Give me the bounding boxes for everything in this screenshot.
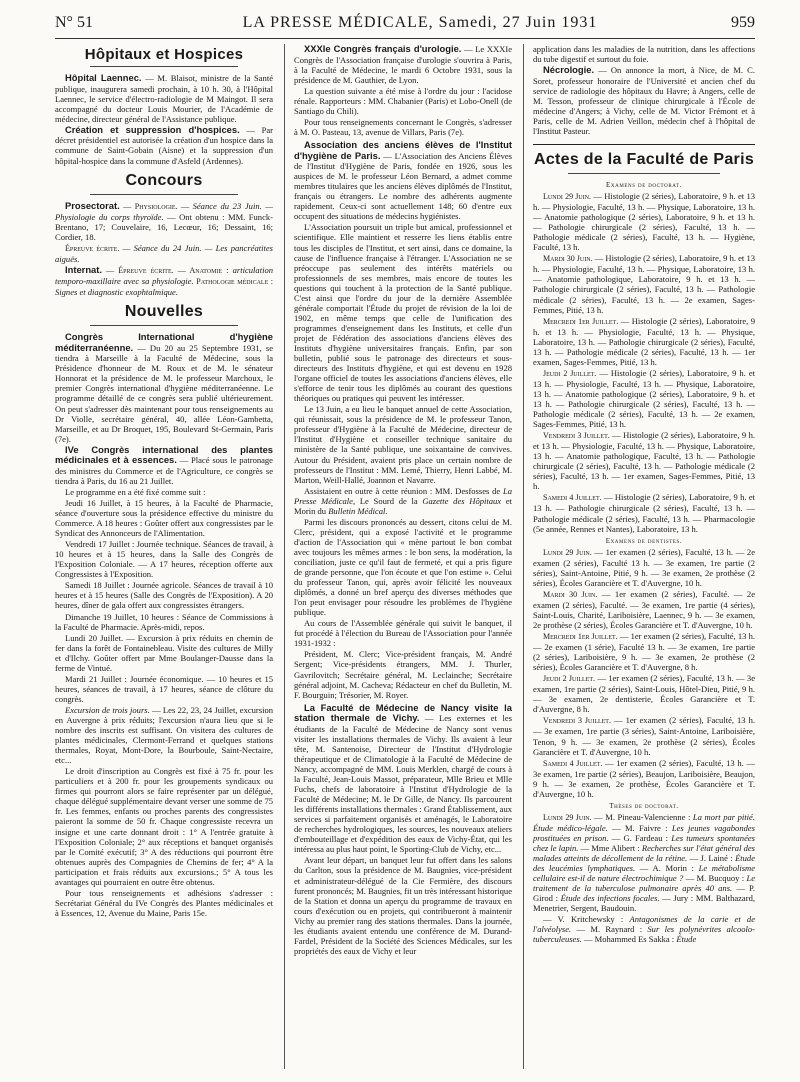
article-internat: Internat. — Épreuve écrite. — Anatomie : articulation temporo-maxillaire avec sa physiologie. Pathologie médicale : Signes et diagnostic exophtalmique. — [55, 263, 273, 297]
column-3 — [533, 44, 755, 1074]
section-rule — [533, 144, 755, 145]
article-urologie: XXXIe Congrès français d'urologie. — Le XXXIe Congrès de l'Association française d'urologie s'ouvrira à Paris, à la Faculté de Médecine, le mardi 6 Octobre 1931, sous la présidence de M. Gauthier, de Lyon. — [294, 44, 512, 85]
article-laennec: Hôpital Laennec. — M. Blaisot, ministre de la Santé publique, inaugurera samedi prochain, à 10 h. 30, à l'Hôpital Laennec, le service d'électro-radiologie de M Maingot. Il sera accompagné du docteur Louis Mourier, de l'Académie de médecine, directeur général de l'Assistance publique. — [55, 72, 273, 124]
exam-entry: Lundi 29 Juin. — Histologie (2 séries), Laboratoire, 9 h. et 13 h. — Physiologie, Faculté, 13 h. — Physique, Laboratoire, 13 h. — Anatomie pathologique (2 séries), Laboratoire, 9 h. et 13 h. — Pathologie chirurgicale (2 séries), Faculté, 13 h. — Pathologie médicale (2 séries), Faculté, 13 h. — Hygiène, Faculté, 13 h. — [533, 191, 755, 253]
article-prosectorat-ecrite: Épreuve écrite. — Séance du 24 Juin. — Les pancréatites aiguës. — [55, 242, 273, 264]
exam-entry: Mardi 30 Juin. — Histologie (2 séries), Laboratoire, 9 h. et 13 h. — Physiologie, Faculté, 13 h. — Physique, Laboratoire, 13 h. — Anatomie pathologique, Laboratoire, 9 h. et 13 h. — Pathologie chirurgicale (2 séries), Faculté, 13 h. — Pathologie médicale (2 séries), Faculté, 13 h. — 2e examen, Sages-Femmes, Pitié, 13 h. — [533, 253, 755, 315]
subsection-theses: Thèses de doctorat. — [609, 801, 679, 810]
article-association: Association des anciens élèves de l'Institut d'hygiène de Paris. — L'Association des Anciens Élèves de l'Institut d'Hygiène de Paris, fondée en 1926, sous les auspices de M. le professeur Léon Bernard, a admet comme membres titulaires que les anciens élèves diplômés de l'Institut, français ou étrangers. Le nombre des adhérents augmente rapidement. Ceux-ci sont actuellement 148; 60 d'entre eux occupent des situations de médecins hygiénistes. — [294, 138, 512, 222]
paragraph: application dans les maladies de la nutrition, dans les affections du tube digestif et surtout du foie. — [533, 44, 755, 65]
paragraph: Pour tous renseignements et adhésions s'adresser : Secrétariat Général du IVe Congrès des Plantes médicinales et à Essences, 12, Avenue du Maine, Paris 15e. — [55, 887, 273, 918]
page-number: 959 — [731, 14, 755, 31]
column-divider-1 — [284, 44, 285, 1069]
paragraph: Jeudi 16 Juillet, à 15 heures, à la Faculté de Pharmacie, séance d'ouverture sous la présidence effective du ministre du Commerce. A 18 heures : Goûter offert aux congressistes par le Syndicat des Annonceurs de l'Alimentation. — [55, 498, 273, 539]
paragraph: Mardi 21 Juillet : Journée économique. — 10 heures et 15 heures, séances de travail, à 17 heures, séance de clôture du congrès. — [55, 673, 273, 704]
article-creation: Création et suppression d'hospices. — Par décret présidentiel est autorisée la création d'un hospice dans la commune de Saint-Gobain (Aisne) et la suppression d'un hôpital-hospice dans la commune d'Asfeld (Ardennes). — [55, 123, 273, 166]
paragraph: Avant leur départ, un banquet leur fut offert dans les salons du Carlton, sous la présidence de M. Baugnies, vice-président et administrateur-délégué de la Cie Fermière, des discours furent prononcés; M. Baugnies, fit un très intéressant historique de la Station et donna un aperçu du programme de travaux en cours d'exécution ou en projets, qui contribueront à maintenir Vichy au premier rang des stations thermales. Dans la journée, les étudiants avaient entendu une conférence de M. Durand-Fardel, Président de la Société des Sciences Médicales, sur les propriétés des eaux de Vichy et leur — [294, 855, 512, 956]
exam-entry: Jeudi 2 Juillet. — 1er examen (2 séries), Faculté, 13 h. — 3e examen, 1re partie (2 séries), Saint-Louis, Hôtel-Dieu, Pitié, 9 h. — 3e examen, 2e dentisterie, Écoles Garancière et T. d'Auvergne, 8 h. — [533, 673, 755, 715]
paragraph: Pour tous renseignements concernant le Congrès, s'adresser à M. O. Pasteau, 13, avenue de Villars, Paris (7e). — [294, 116, 512, 137]
paragraph: Président, M. Clerc; Vice-président français, M. André Sergent; Vice-présidents étrangers, MM. J. Thurler, Gavrilovitch; Secrétaire général, M. Leclainche; Secrétaire général adjoint, M. Cacheva; Rédacteur en chef du Bulletin, M. F. Bourguin; Trésorier, M. Royer. — [294, 649, 512, 700]
column-2 — [294, 44, 512, 1074]
column-divider-2 — [523, 44, 524, 1069]
subsection-dentistes: Examens de dentistes. — [605, 536, 683, 545]
paragraph: Excursion de trois jours. — Les 22, 23, 24 Juillet, excursion en Auvergne à prix réduits; l'excursion n'aura lieu que si le nombre des inscrits est suffisant. On visitera des cultures de plantes médicinales, Clermont-Ferrand et quelques stations thermales, Royat, Mont-Dore, la Bourboule, Saint-Nectaire, etc... — [55, 704, 273, 766]
theses-entry: — V. Kritchewsky : Antagonismes de la carie et de l'alvéolyse. — M. Raynard : Sur les polynévrites alcoolo-tuberculeuses. — Mohammed Es Sakka : Étude — [533, 914, 755, 945]
paragraph: Le 13 Juin, a eu lieu le banquet annuel de cette Association, qui réunissait, sous la présidence de M. le professeur Tanon, professeur d'Hygiène à la Faculté de Médecine, directeur de l'Institut d'Hygiène et conseiller technique sanitaire du ministère de la Santé publique, une soixantaine de convives. Autour du Président, avaient pris place un certain nombre de professeurs de l'Institut : MM. Lemé, Thierry, Henri Labbé, M. Marton, Weill-Hallé, Joannon et Navarre. — [294, 404, 512, 485]
article-necrologie: Nécrologie. — On annonce la mort, à Nice, de M. C. Soret, professeur honoraire de l'Université et ancien chef du service de radiologie des hôpitaux du Havre; à Angers, celle de M. Tesson, professeur de clinique chirurgicale à l'École de médecine d'Angers; à Vichy, celle de M. Victor Frémont et à Paris, celle de M. Adrien Veillon, médecin chef à l'hôpital de l'Institut Pasteur. — [533, 64, 755, 136]
exam-entry: Mercredi 1er Juillet. — 1er examen (2 séries), Faculté, 13 h. — 2e examen (1 série), Faculté 13 h. — 3e examen, 1re partie (2 séries), Lariboisière, 9 h. — 3e examen, 2e prothèse (2 séries), Écoles Garancière et T. d'Auvergne, 8 h. — [533, 631, 755, 673]
paragraph: Vendredi 17 Juillet : Journée technique. Séances de travail, à 10 heures et à 15 heures, dans la Salle des Congrès de l'Exposition Coloniale. — A 17 heures, réception offerte aux Congressistes à l'Exposition. — [55, 539, 273, 580]
section-rule — [568, 173, 720, 174]
exam-entry: Samedi 4 Juillet. — Histologie (2 séries), Laboratoire, 9 h. et 13 h. — Pathologie chirurgicale (2 séries), Faculté, 13 h. — Pathologie médicale (2 séries), Faculté, 13 h. — Pharmacologie (5e année, Rennes et Nantes), Laboratoire, 13 h. — [533, 492, 755, 534]
paragraph: Au cours de l'Assemblée générale qui suivit le banquet, il fut procédé à l'élection du Bureau de l'Association pour l'année 1931-1932 : — [294, 618, 512, 649]
exam-entry: Mercredi 1er Juillet. — Histologie (2 séries), Laboratoire, 9 h. et 13 h. — Physiologie, Faculté, 13 h. — Physique, Laboratoire, 13 h. — Pathologie chirurgicale (2 séries), Faculté, 13 h. — Pathologie médicale (2 séries), Faculté, 13 h. — 1er examen, Sages-Femmes, Pitié, 13 h. — [533, 315, 755, 367]
paragraph: Lundi 20 Juillet. — Excursion à prix réduits en chemin de fer dans la forêt de Fontainebleau. Visite des cultures de Milly et d'Ilchy. Goûter offert par Mme Boulanger-Dausse dans la ferme de Vintué. — [55, 632, 273, 673]
article-congres-hygiene: Congrès International d'hygiène méditerranéenne. — Du 20 au 25 Septembre 1931, se tiendra à Marseille à la Faculté de Médecine, sous la Présidence d'honneur de M. Roux et de M. le sénateur Honnorat et la présidence de M. le professeur Marchoux, le premier Congrès international d'hygiène méditerranéenne. Le programme détaillé de ce congrès sera publié ultérieurement. On peut s'adresser dès maintenant pour tous renseignements au Dr Violle, secrétaire général, 40, allée Léon-Gambetta, Marseille, et au Dr Broquet, 195, Boulevard St-Germain, Paris (7e). — [55, 331, 273, 444]
section-rule — [90, 66, 238, 67]
paragraph: Le droit d'inscription au Congrès est fixé à 75 fr. pour les particuliers et à 200 fr. pour les groupements syndicaux ou firmes qui pourront alors se faire représenter par un délégué, chaque délégué supplémentaire devant verser une somme de 75 fr. Les femmes, enfants ou proches parents des congressistes paieront la somme de 50 fr. Chaque congressiste recevra un insigne et une carte donnant droit : 1° A l'entrée gratuite à l'Exposition Coloniale; 2° aux réceptions et banquet organisés par le Comité exécutif; 3° A des réductions qui pourront être obtenues auprès des Compagnies de Chemins de fer; 4° A la participation et frais réduits aux excursions.; 5° A tous les avantages qui pourraient en outre être obtenus. — [55, 766, 273, 887]
article-congres-plantes: IVe Congrès international des plantes médicinales et à essences. — Placé sous le patronage des ministres du Commerce et de l'Agriculture, ce congrès se tiendra à Paris, du 16 au 21 Juillet. — [55, 443, 273, 486]
section-rule — [90, 325, 238, 326]
exam-entry: Vendredi 3 Juillet. — 1er examen (2 séries), Faculté, 13 h. — 3e examen, 1re partie (3 séries), Saint-Antoine, Lariboisière, Tenon, 9 h. — 3e examen, 2e prothèse (2 séries), Écoles Garancière et T. d'Auvergne, 10 h. — [533, 715, 755, 757]
section-title-nouvelles: Nouvelles — [124, 303, 204, 321]
section-title-actes: Actes de la Faculté de Paris — [533, 150, 755, 168]
section-title-hopitaux: Hôpitaux et Hospices — [84, 46, 244, 63]
paragraph: Parmi les discours prononcés au dessert, citons celui de M. Clerc, président, qui a exposé l'activité et le programme d'action de l'Association qui « mène partout le bon combat avec toujours les mêmes armes : le bon sens, la modération, la conciliation, juste ce qu'il faut de fermeté, et qui a pris figure de grande personne, que l'on écoute et que l'on estime ». Celui du professeur Tanon, qui, après avoir félicité les nouveaux diplômés, a donné un bref aperçu des diverses méthodes que l'on peut envisager pour résoudre les problèmes de l'hygiène publique. — [294, 516, 512, 618]
paragraph: Samedi 18 Juillet : Journée agricole. Séances de travail à 10 heures et à 15 heures (Salle des Congrès de l'Exposition). A 20 heures, dîner de gala offert aux congressistes étrangers. — [55, 580, 273, 611]
exam-entry: Mardi 30 Juin. — 1er examen (2 séries), Faculté. — 2e examen (2 séries), Faculté. — 3e examen, 1re partie (4 séries), Saint-Louis, Charité, Lariboisière, Laennec, 9 h. — 3e examen, 2e prothèse (2 séries), Écoles Garancière et T. d'Auvergne, 10 h. — [533, 588, 755, 630]
page-header — [55, 14, 755, 36]
paragraph: Assistaient en outre à cette réunion : MM. Desfosses de La Presse Médicale, Le Sourd de la Gazette des Hôpitaux et Morin du Bulletin Médical. — [294, 485, 512, 516]
column-1 — [55, 44, 273, 1074]
exam-entry: Lundi 29 Juin. — 1er examen (2 séries), Faculté, 13 h. — 2e examen (2 séries), Faculté 13 h. — 3e examen, 1re partie (2 séries), Saint-Antoine, Pitié, 9 h. — 3e examen, 2e prothèse (2 séries), Écoles Garancière et T. d'Auvergne, 10 h. — [533, 546, 755, 588]
exam-entry: Vendredi 3 Juillet. — Histologie (2 séries), Laboratoire, 9 h. et 13 h. — Physiologie, Faculté, 13 h. — Physique, Laboratoire, 13 h. — Anatomie pathologique, Faculté, 13 h. — Pathologie chirurgicale (2 séries), Faculté, 13 h. — Pathologie médicale (2 séries), Faculté, 13 h. — 1er examen, Sages-Femmes, Pitié, 13 h. — [533, 430, 755, 492]
paragraph: Dimanche 19 Juillet, 10 heures : Séance de Commissions à la Faculté de Pharmacie. Après-midi, repos. — [55, 611, 273, 632]
subsection-doctorat: Examens de doctorat. — [606, 181, 682, 190]
paragraph: L'Association poursuit un triple but amical, professionnel et scientifique. Elle maintient et resserre les liens établis entre tous les disciples de l'Institut, et sert ainsi, dans ce domaine, la cause de l'influence française à l'étranger. L'Association ne se préoccupe pas seulement des intérêts matériels ou professionnels de ses membres, mais encore de toutes les questions qui touchent à la protection de la Santé publique. C'est ainsi que l'ordre du jour de la dernière Assemblée générale comportait l'Étude du projet de révision de la loi de 1902, en même temps que celle de l'unification des programmes d'enseignement dans les Instituts, et celle d'un projet de Fédération des associations d'anciens élèves des Instituts d'hygiène universitaires français. Enfin, par son bulletin, publié sous le patronage des directeurs et sous-directeurs des Instituts d'hygiène, et qui est devenu en 1928 l'organe officiel de toutes les associations d'anciens élèves, elle s'efforce de tenir tous les diplômés au courant des questions théoriques ou pratiques qui peuvent les intéresser. — [294, 222, 512, 404]
journal-title: LA PRESSE MÉDICALE, Samedi, 27 Juin 1931 — [242, 14, 598, 31]
issue-number: N° 51 — [55, 14, 93, 31]
exam-entry: Jeudi 2 Juillet. — Histologie (2 séries), Laboratoire, 9 h. et 13 h. — Physiologie, Faculté, 13 h. — Physique, Laboratoire, 13 h. — Anatomie pathologique (2 séries), Laboratoire, 9 h. et 13 h. — Pathologie chirurgicale (2 séries), Faculté, 13 h. — Pathologie médicale (2 séries), Faculté, 13 h. — 2e examen, Sages-Femmes, Pitié, 13 h. — [533, 367, 755, 430]
header-rule — [55, 38, 755, 39]
section-rule — [90, 194, 238, 195]
exam-entry: Samedi 4 Juillet. — 1er examen (2 séries), Faculté, 13 h. — 3e examen, 1re partie (2 séries), Beaujon, Lariboisière, Beaujon, 9 h. — 3e examen, 2e prothèse, Écoles Garancière et T. d'Auvergne, 10 h. — [533, 757, 755, 799]
paragraph: La question suivante a été mise à l'ordre du jour : l'acidose rénale. Rapporteurs : MM. Chabanier (Paris) et Lobo-Onell (de Santiago du Chili). — [294, 85, 512, 116]
section-title-concours: Concours — [125, 171, 203, 189]
paragraph: Le programme en a été fixé comme suit : — [65, 486, 206, 497]
article-prosectorat: Prosectorat. — Physiologie. — Séance du 23 Juin. — Physiologie du corps thyroïde. — Ont obtenu : MM. Funck-Brentano, 17; Couvelaire, 16, Lecœur, 16; Dessaint, 16; Cordier, 18. — [55, 199, 273, 242]
theses-entry: Lundi 29 Juin. — M. Pineau-Valencienne : La mort par pitié. Étude médico-légale. — M. Faivre : Les jeunes vagabondes prostituées en prison. — G. Fardeau : Les tumeurs spontanées chez le lapin. — Mme Alibert : Recherches sur l'état général des malades atteints de décollement de la rétine. — J. Lainé : Étude des leucémies lymphatiques. — A. Morin : Le métabolisme cellulaire est-il de nature électrochimique ? — M. Bucquoy : Le traitement de la tuberculose pulmonaire après 40 ans. — P. Girod : Étude des infections focales. — Jury : MM. Balthazard, Menetrier, Sergent, Baudouin. — [533, 811, 755, 914]
article-nancy: La Faculté de Médecine de Nancy visite la station thermale de Vichy. — Les externes et les étudiants de la Faculté de Médecine de Nancy sont venus visiter les installations thermales de Vichy. Ils avaient à leur tête, M. Santenoise, Directeur de l'Institut d'Hydrologie thérapeutique et de Climatologie à la Faculté de Médecine de Nancy, accompagné de MM. Louis Merklen, chargé de cours à la Faculté, Jean-Louis Massot, préparateur, Mlle Brieu et Mlle Fuchs, chefs de laboratoire à l'Institut d'Hydrologie de la Faculté de Médecine; M. le Dr Gille, de Nancy. Ils parcourent les différents installations thermales : Grand Établissement, aux services si parfaitement organisés et aménagés, le Laboratoire de recherches hydrologiques, les sources, les nouveaux ateliers d'embouteillage et d'expédition des eaux de Vichy-État, qui les intéressa au plus haut point, le Sporting-Club de Vichy, etc... — [294, 701, 512, 855]
